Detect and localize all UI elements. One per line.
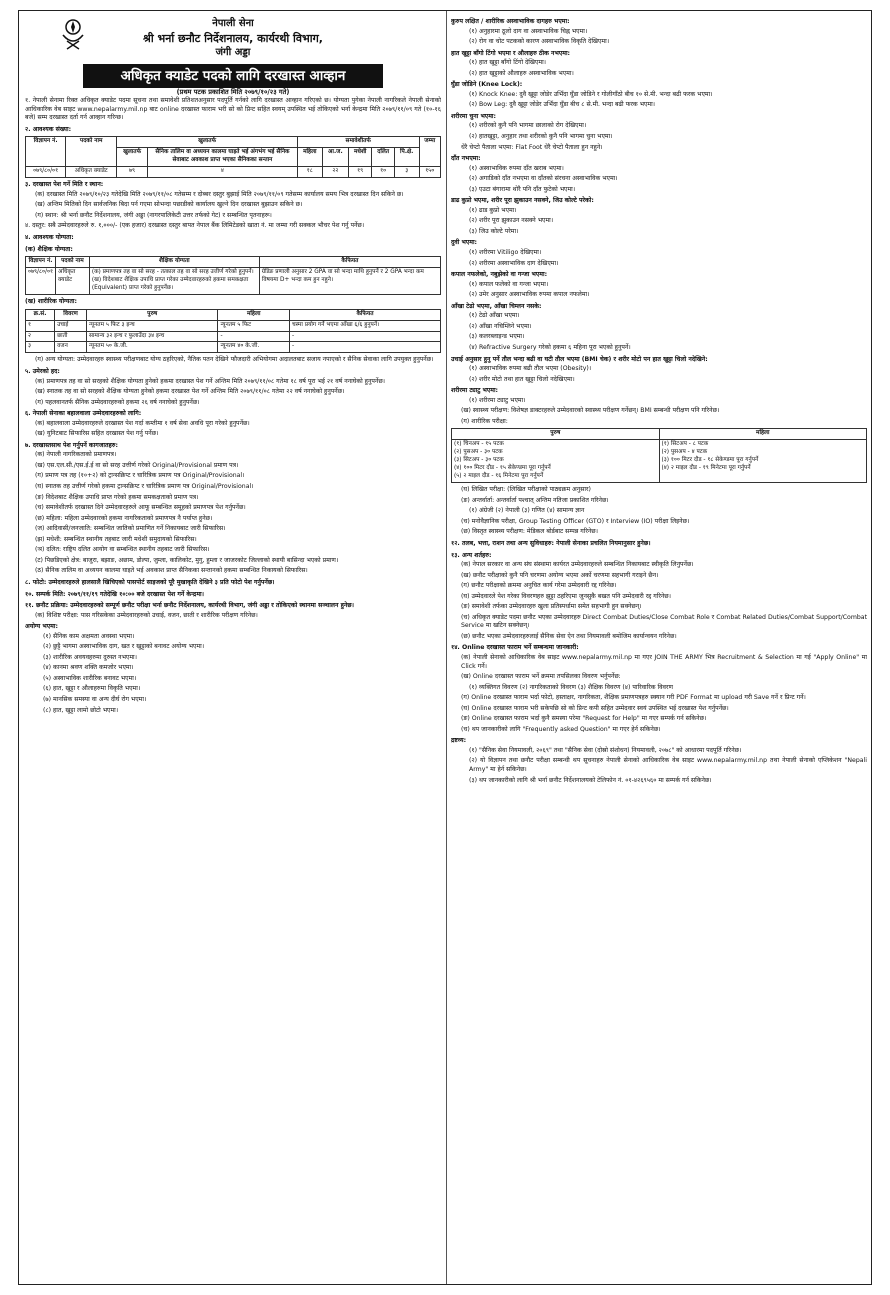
paragraph: (ज) आदिवासी/जनजाति: सम्बन्धित जातिको प्रमाणित गर्ने निकायबाट जारी सिफारिस। [35,525,226,533]
section-heading: हात खुट्टा बाँगो टिंगो भएमा र औलाहरु ठीक नभएमा: [451,49,571,57]
physical-col: पुरुष [87,309,218,320]
table-cell: १० [372,167,395,178]
section-heading: ८. फोटो: उम्मेदवारहरुले हालसालै खिचिएको पासपोर्ट साइजको पूरै मुखाकृति देखिने ३ प्रति फोटो पेश गर्नुपर्नेछ। [25,578,275,586]
right-column [451,15,867,1280]
table-cell: चस्मा प्रयोग गर्ने भएमा आँखा ६/६ हुनुपर्ने। [289,320,440,331]
education-col: पदको नाम [56,257,90,268]
table-cell: ३ [26,342,55,353]
paragraph: (४) Refractive Surgery गरेको हकमा ६ महिना पूरा भएको हुनुपर्ने। [469,343,631,351]
table-cell: अधिकृत क्याडेट [66,167,117,178]
paragraph: (१) कपाल फलेको वा गन्जा भएमा। [469,280,549,288]
paragraph: (१) हात खुट्टा बाँगो टिंगो देखिएमा। [469,59,547,67]
paragraph: (ग) प्रमाण पत्र तह (१०+२) को ट्रान्सक्रिप्ट र चारित्रिक प्रमाण पत्र Original/Provisional। [35,472,245,480]
vacancy-sub-dalit: दलित [372,148,395,167]
paragraph: (२) रोग वा चोट पटकको कारण अस्वाभाविक विकृति देखिएमा। [469,38,610,46]
paragraph: (१) "सैनिक सेवा नियमावली, २०६९" तथा "सैनिक सेवा (दोस्रो संशोधन) नियमावली, २०७८" को आधारमा पदपूर्ति गरिनेछ। [469,746,742,754]
section-heading: १०. सम्पर्क मिति: २०७९/११/१९ गतेदेखि १०:०० बजे दरखास्त पेश गर्ने केन्द्रमा। [25,590,204,598]
paragraph: (ङ) समावेशी तर्फका उम्मेदवारहरु खुला प्रतिस्पर्धामा समेत सहभागी हुन सक्नेछन्। [461,603,642,611]
paragraph: धेरै चेप्टो पैताला भएमा: Flat Foot धेरै चेप्टो पैताला हुन नहुने। [461,143,603,151]
paragraph: (ख) युनिटबाट सिफारिस सहित दरखास्त पेश गर्नु पर्नेछ। [35,430,159,438]
paragraph: (२) हात खुट्टाको औलाहरु अस्वाभाविक भएमा। [469,69,574,77]
table-cell: न्यूनतम ४० के.जी. [218,342,290,353]
fitness-table [451,428,867,483]
paragraph: (क) नेपाली सेनाको आधिकारिक वेब साइट www.nepalarmy.mil.np मा गएर JOIN THE ARMY भित्र Recruitment & Selection मा गई "Apply Online" मा Click गर्ने। [461,653,867,670]
paragraph: (३) जिउ कोल्टे परेमा। [469,227,519,235]
table-cell: - [289,331,440,342]
fitness-male-head: पुरुष [452,429,660,440]
table-row [26,167,441,178]
education-col: शैक्षिक योग्यता [89,257,259,268]
table-cell: १ [26,320,55,331]
section-heading: उचाई अनुसार हुनु पर्ने तौल भन्दा बढी वा घटी तौल भएमा (BMI चेक) र शरीर मोटो पन हात खुट्टा चिलो नदेखिने: [451,355,708,363]
table-cell: ४ [147,167,297,178]
place-name: जंगी अड्डा [215,46,251,58]
table-cell: ग्रेडिङ प्रणाली अनुसार 2 GPA वा सो भन्दा माथि हुनुपर्ने र 2 GPA भन्दा कम विषयमा D+ भन्दा कम हुन नहुने। [259,268,440,295]
paragraph: (ग) Online दरखास्त फाराम भर्दा फोटो, हस्ताक्षर, नागरिकता, शैक्षिक प्रमाणपत्रहरु स्क्यान गरी PDF Format मा upload गरी Save गर्ने र प्रिन्ट गर्ने। [461,694,806,702]
table-cell: १९ [348,167,371,178]
list-item: (४) १०० मिटर दौड - १५ सेकेण्डमा पूरा गर्नुपर्ने [454,465,551,472]
table-row [26,331,441,342]
paragraph: (४) कानमा श्रवण शक्ति कमजोर भएमा। [43,664,134,672]
table-cell: २२ [322,167,348,178]
paragraph: (१) सैनिक काम अक्षमता अवस्था भएमा। [43,632,135,640]
directorate-name: श्री भर्ना छनौट निर्देशनालय, कार्यरथी विभाग, [143,31,323,45]
paragraph: (ग) स्थान: श्री भर्ना छनौट निर्देशनालय, जंगी अड्डा (नागरपालिकेटी उत्तर तर्फको गेट) र सम्बन्धित पृतनाहरू। [35,211,272,219]
paragraph: (छ) विस्तृत स्वास्थ्य परीक्षण: मेडिकल बोर्डबाट सम्पन्न गरिनेछ। [461,528,598,536]
paragraph: (१) अनुहारमा ठूलो दाग वा अस्वाभाविक चिह्न भएमा। [469,27,588,35]
table-cell: ७९ [117,167,148,178]
left-column [25,15,441,1280]
left-body [25,356,441,715]
vacancy-sub-women: महिला [297,148,322,167]
physical-col: क्र.सं. [26,309,55,320]
vacancy-col-post: पदको नाम [66,137,117,167]
table-row [26,268,441,295]
section-heading: १३. अन्य शर्तहरु: [451,551,492,559]
table-cell: सामान्य ३२ इन्च र फुलाउँदा ३४ इन्च [87,331,218,342]
paragraph: (ख) Online दरखास्त फाराम भर्ने क्रममा तपसिलका विवरण भर्नुपर्नेछ: [461,673,621,681]
list-item: (१) सिटअप - ८ पटक [661,441,709,448]
paragraph: (२) छुट्टै भागमा अस्वाभाविक दाग, खत र खुट्टाको बनावट अयोग्य भएमा। [43,643,205,651]
paragraph: (ग) पहलवानतर्फ सैनिक उम्मेदवारहरुको हकमा २६ वर्ष ननाघेको हुनुपर्नेछ। [35,398,200,406]
paragraph: (ग) अन्य योग्यता: उम्मेदवारहरु स्वास्थ्य परीक्षणबाट योग्य ठहरिएको, नैतिक पतन देखिने फौजदारी अभियोगमा अदालतबाट सजाय नपाएको र सैनिक सेवाका लागि उपयुक्त हुनुपर्नेछ। [35,356,434,364]
table-cell: - [218,331,290,342]
paragraph: (१) अस्वाभाविक रुपमा दाँत खराब भएमा। [469,164,564,172]
fitness-female-head: महिला [659,429,867,440]
table-cell: उचाई [55,320,87,331]
paragraph: (१) शरीरमा ट्याटु भएमा। [469,396,526,404]
section-heading: ५. उमेरको हद: [25,368,60,376]
paragraph: ४. दस्तुर: सबै उम्मेदवारहरुले रु. १,०००/- (एक हजार) दरखास्त दस्तुर बापत नेपाल बैंक लिमिटेडको खाता नं. मा जम्मा गरी सक्कल भौचर पेश गर्नु पर्नेछ। [25,222,365,230]
fitness-male-list [452,440,660,483]
fitness-female-list [659,440,867,483]
paragraph: (च) समावेशीतर्फ दरखास्त दिने उम्मेदवारहरुले आफू सम्बन्धित समूहको प्रमाणपत्र पेश गर्नुपर्नेछ। [35,504,246,512]
paragraph: (ञ) दलित: राष्ट्रिय दलित आयोग वा सम्बन्धित स्थानीय तहबाट जारी सिफारिस। [35,546,210,554]
paragraph: (घ) उम्मेदवारले पेश गरेका विवरणहरु झुट्टा ठहरिएमा जुनसुकै बखत पनि उम्मेदवारी रद्द गरिनेछ। [461,592,671,600]
paragraph: (ग) छनौट परीक्षाको क्रममा अनुचित कार्य गरेमा उम्मेदवारी रद्द गरिनेछ। [461,582,617,590]
vacancy-col-adno: विज्ञापन नं. [26,137,66,167]
paragraph: (६) हात, खुट्टा र औलाहरुमा विकृति भएमा। [43,685,141,693]
section-heading: दुवी भएमा: [451,239,478,247]
vacancy-col-inclusive: समावेशीतर्फ [297,137,419,148]
table-cell: (क) प्रमाणपत्र तह वा सो सरह - तत्काल तह वा सो सरह उत्तीर्ण गरेको हुनुपर्ने। (ख) विदेशबाट शैक्षिक उपाधि प्राप्त गरेका उम्मेदवारहरुको हकमा समकक्षता (Equivalent) प्राप्त गरेको हुनुपर्नेछ। [89,268,259,295]
section-heading: अयोग्य भएमा: [25,623,58,631]
paragraph: (छ) छनौट भएका उम्मेदवारहरुलाई सैनिक सेवा ऐन तथा नियमावली बमोजिम कार्यान्वयन गरिनेछ। [461,632,677,640]
paragraph: (३) एउटा बंगारामा थोरै पनि दाँत फुटेको भएमा। [469,185,576,193]
paragraph: (१) टेढो आँखा भएमा। [469,312,520,320]
paragraph: (ट) पिछडिएको क्षेत्र: बाजुरा, बझाङ, अछाम, डोल्पा, जुम्ला, कालिकोट, मुगु, हुम्ला र जाजरकोट जिल्लाको स्थायी बासिन्दा भएको प्रमाण। [35,556,339,564]
paragraph: (१) अंग्रेजी (२) नेपाली (३) गणित (४) सामान्य ज्ञान [469,507,585,515]
paragraph: (ख) एस.एल.सी./एस.ई.ई वा सो सरह उत्तीर्ण गरेको Original/Provisional प्रमाण पत्र। [35,461,239,469]
section-heading: शरीरमा ट्याटु भएमा: [451,387,499,395]
list-item: (४) २ माइल दौड - १९ मिनेटमा पूरा गर्नुपर्ने [661,465,751,472]
vacancy-sub-injured: सैनिक तालिम वा अध्ययन कालमा घाइते भई अंगभंग भई सैनिक सेवाबाट अवकाश प्राप्त भएका सैनिकका सन्तान [147,148,297,167]
vacancy-col-open: खुलातर्फ [117,137,298,148]
section-heading: घुँडा जोडिने (Knee Lock): [451,81,523,89]
physical-table [25,309,441,354]
table-cell: न्यूनतम ५ फिट [218,320,290,331]
list-item: (३) सिटअप - ३० पटक [454,457,504,464]
table-cell: छाती [55,331,87,342]
section3-heading: ३. दरखास्त पेश गर्ने मिति र स्थान: [25,181,104,189]
paragraph: (क) बहालवाला उम्मेदवारहरुले दरखास्त पेश गर्दा कम्तीमा १ वर्ष सेवा अवधि पूरा गरेको हुनुपर्नेछ। [35,419,250,427]
table-row [26,320,441,331]
section-heading: ६. नेपाली सेनाका बहालवाला उम्मेदवारहरुको लागि: [25,410,142,418]
paragraph: (ङ) Online दरखास्त फाराम भर्दा कुनै समस्या परेमा "Request for Help" मा गएर सम्पर्क गर्न सकिनेछ। [461,715,707,723]
notice-header [25,15,441,85]
paragraph: (१) अस्वाभाविक रुपमा बढी तौल भएमा (Obesity)। [469,365,592,373]
paragraph: (७) मानसिक समस्या वा अन्य दीर्घ रोग भएमा। [43,695,147,703]
section-heading: १४. Online दरखास्त फाराम भर्ने सम्बन्धमा जानकारी: [451,644,579,652]
paragraph: (८) हात, खुट्टा लामो छोटो भएमा। [43,706,119,714]
section-heading: कुरुप लक्षित / शारीरिक अस्वाभाविक दागहरु भएमा: [451,18,570,25]
table-cell: ०७९/८०/०१ [26,167,66,178]
paragraph: (ख) स्नातक तह वा सो सरहको शैक्षिक योग्यता हुनेको हकमा दरखास्त पेश गर्ने अन्तिम मिति २०७९/११/०८ गतेमा २२ वर्ष ननाघेको हुनुपर्नेछ। [35,388,345,396]
section-heading: दाँत नभएमा: [451,155,481,163]
paragraph: (२) यो विज्ञापन तथा छनौट परीक्षा सम्बन्धी थप सूचनाहरु नेपाली सेनाको आधिकारिक वेब साइट www.nepalarmy.mil.np तथा नेपाली सेनाको एप्लिकेशन "Nepali Army" मा हेर्न सकिनेछ। [469,757,867,773]
table-cell: अधिकृत क्याडेट [56,268,90,295]
paragraph: (च) अधिकृत क्याडेट पदमा छनौट भएका उम्मेदवारहरु Direct Combat Duties/Close Combat Role र Combat Related Duties/Combat Support/Combat Service मा खटिन सक्नेछन्। [461,613,867,630]
paragraph: (घ) स्नातक तह उत्तीर्ण गरेको हकमा ट्रान्सक्रिप्ट र चारित्रिक प्रमाण पत्र Original/Provisional। [35,483,254,491]
list-item: (३) १०० मिटर दौड - १८ सेकेण्डमा पूरा गर्नुपर्ने [661,457,759,464]
list-item: (५) २ माइल दौड - १६ मिनेटमा पूरा गर्नुपर्ने [454,473,544,480]
physical-col: विवरण [55,309,87,320]
paragraph: (घ) Online दरखास्त फाराम भरी सकेपछि सो को प्रिन्ट कपी सहित उम्मेदवार स्वयं उपस्थित भई दरखास्त पेश गर्नुपर्नेछ। [461,704,729,712]
vacancy-sub-madheshi: मधेशी [348,148,371,167]
table-cell: न्यूनतम ५ फिट ३ इन्च [87,320,218,331]
paragraph: (ख) अन्तिम मितिको दिन सार्वजनिक बिदा पर्न गएमा सोभन्दा पछाडीको कार्यालय खुल्ने दिन दरखास्त बुझाउन सकिने छ। [35,201,303,209]
paragraph: (१) ढाड कुप्रो भएमा। [469,206,517,214]
vacancy-col-total: जम्मा [419,137,441,167]
right-body-2 [451,486,867,785]
paragraph: (२) अगाडिको दाँत नभएमा वा दाँतको संरचना अस्वाभाविक भएमा। [469,175,618,183]
paragraph: (ङ) विदेशबाट शैक्षिक उपाधि प्राप्त गरेको हकमा समकक्षताको प्रमाण पत्र। [35,493,199,501]
paragraph: (क) नेपाली नागरिकताको प्रमाणपत्र। [35,451,117,459]
table-cell: न्यूनतम ५० के.जी. [87,342,218,353]
paragraph: (२) शरीर मोटो तथा हात खुट्टा चिलो नदेखिएमा। [469,375,575,383]
paragraph: (३) शारीरिक अवयवहरुमा दुरुस्त नभएमा। [43,653,137,661]
army-emblem-icon [59,17,87,51]
vacancy-table [25,136,441,178]
list-item: (१) चिनअप - १५ पटक [454,441,504,448]
paragraph: (क) नेपाल सरकार वा अन्य संघ संस्थामा कार्यरत उम्मेदवारहरुले सम्बन्धित निकायबाट स्वीकृति लिनुपर्नेछ। [461,561,694,569]
table-cell: ३ [394,167,419,178]
paragraph: (क) प्रमाणपत्र तह वा सो सरहको शैक्षिक योग्यता हुनेको हकमा दरखास्त पेश गर्ने अन्तिम मिति २०७९/११/०८ गतेमा १८ वर्ष पूरा भई २१ वर्ष ननाघेको हुनुपर्नेछ। [35,377,386,385]
paragraph: (५) अस्वाभाविक शारीरिक बनावट भएमा। [43,674,137,682]
paragraph: (१) शरीरको कुनै पनि भागमा छालाको रोग देखिएमा। [469,122,587,130]
paragraph: (२) हातखुट्टा, अनुहार तथा शरीरको कुनै पनि भागमा चुना भएमा। [469,133,613,141]
notice-page [18,10,872,1285]
section4-heading: ४. आवश्यक योग्यता: [25,233,74,241]
paragraph: (च) थप जानकारीको लागि "Frequently asked Question" मा गएर हेर्न सकिनेछ। [461,725,661,733]
paragraph: (छ) महिला: महिला उम्मेदवारको हकमा नागरिकताको प्रमाणपत्र नै पर्याप्त हुनेछ। [35,514,213,522]
table-cell: २ [26,331,55,342]
physical-heading: (ख) शारीरिक योग्यता: [25,297,77,305]
paragraph: (ग) शारीरिक परीक्षा: [461,417,508,425]
list-item: (२) पुसअप - ४ पटक [661,449,708,456]
table-cell: १८ [297,167,322,178]
column-divider [446,11,447,1284]
paragraph: (क) विशिष्ट परीक्षा: पास गरिसकेका उम्मेदवारहरुको उचाई, वजन, छाती र शारीरिक परीक्षण गरिनेछ। [35,611,258,619]
section-heading: ११. छनौट प्रक्रिया: उम्मेदवारहरुको सम्पूर्ण छनौट परीक्षा भर्ना छनौट निर्देशनालय, कार्यरथी विभाग, जंगी अड्डा र तोकिएको स्थानमा सञ्चालन हुनेछ। [25,602,354,610]
table-cell: ०७९/८०/०१ [26,268,56,295]
paragraph: (ठ) सैनिक तालिम वा अध्ययन कालमा घाइते भई अवकाश प्राप्त सैनिकका सन्तानको हकमा सम्बन्धित निकायको सिफारिस। [35,567,308,575]
paragraph: (झ) मधेशी: सम्बन्धित स्थानीय तहबाट जारी मधेशी समुदायको सिफारिस। [35,535,197,543]
paragraph: (२) शरीरमा अस्वाभाविक दाग देखिएमा। [469,259,559,267]
paragraph: (क) दरखास्त मिति २०७९/१०/२३ गतेदेखि मिति २०७९/११/०८ गतेसम्म र दोब्बर दस्तुर बुझाई मिति २०७९/११/०९ गतेसम्म कार्यालय समय भित्र दरखास्त दिन सकिने छ। [35,190,404,198]
section3-body [25,191,441,231]
paragraph: (ङ) अन्तर्वार्ता: अन्तर्वार्ता पश्चात् अन्तिम नतिजा प्रकाशित गरिनेछ। [461,496,609,504]
section-heading: डाढ कुप्रो भएमा, शरीर पूरा झुकाउन नसक्ने, जिउ कोल्टे परेको: [451,197,594,205]
section-heading: शरीरमा चुना भएमा: [451,112,496,120]
physical-col: महिला [218,309,290,320]
paragraph: (२) Bow Leg: दुवै खुट्टा जोडेर उभिँदा घुँडा बीच ८ से.मी. भन्दा बढी फरक भएमा। [469,101,656,109]
education-heading: (क) शैक्षिक योग्यता: [25,245,73,253]
paragraph: (च) मनोवैज्ञानिक परीक्षा, Group Testing Officer (GTO) र Interview (IO) परीक्षा लिइनेछ। [461,517,690,525]
section-heading: कपाल नफलेको, नबुझेको वा गन्जा भएमा: [451,271,548,279]
section-heading: द्रष्टव्य: [451,737,467,745]
vacancy-sub-open: खुलातर्फ [117,148,148,167]
notice-title-banner: अधिकृत क्याडेट पदको लागि दरखास्त आव्हान [83,64,383,89]
org-name: नेपाली सेना [212,18,254,29]
section-heading: आँखा टेढो भएमा, आँखा चिम्लन नसके: [451,302,542,310]
vacancy-sub-janajati: आ.ज. [322,148,348,167]
vacancy-sub-remote: पि.क्षे. [394,148,419,167]
paragraph: (ख) स्वास्थ्य परीक्षण: विशेषज्ञ डाक्टरहरुले उम्मेदवारको स्वास्थ्य परीक्षण गर्नेछन्। BMI सम्बन्धी परीक्षण पनि गरिनेछ। [461,407,720,415]
paragraph: (३) थप जानकारीको लागि श्री भर्ना छनौट निर्देशनालयको टेलिफोन नं. ०१-४२६९५६० मा सम्पर्क गर्न सकिनेछ। [469,776,712,784]
table-cell: १५० [419,167,441,178]
education-table [25,256,441,295]
section-heading: १२. तलब, भत्ता, राशन तथा अन्य सुविधाहरु: नेपाली सेनाका प्रचलित नियमानुसार हुनेछ। [451,539,651,547]
intro-paragraph: १. नेपाली सेनामा रिक्त अधिकृत क्याडेट पदमा सूचना तथा समावेशी प्रतिशतअनुसार पदपूर्ति गर्नको लागि दरखास्त आव्हान गरिएको छ। योग्यता पुगेका नेपाली नागरिकले नेपाली सेनाको आधिकारिक वेब साइट www.nepalarmy.mil.np बाट online दरखास्त फाराम भरी सो को प्रिन्ट सहित स्वयम् उपस्थित भई तोकिएको भर्ना केन्द्रमा मिति २०७९/११/०९ गते (१०-१६ बजे) सम्म दरखास्त दर्ता गर्न आव्हान गरिन्छ। [25,97,441,122]
section-heading: ७. दरखास्तसाथ पेश गर्नुपर्ने कागजातहरु: [25,441,118,449]
right-body [451,18,867,426]
list-item: (२) पुसअप - ३० पटक [454,449,503,456]
table-row [26,342,441,353]
paragraph: (१) Knock Knee: दुवै खुट्टा जोडेर उभिँदा घुँडा जोडिने र गोलीगाँठो बीच १० से.मी. भन्दा बढी फरक भएमा। [469,90,713,98]
paragraph: (१) शरीरमा Vitiligo देखिएमा। [469,249,542,257]
education-col: कैफियत [259,257,440,268]
paragraph: (१) व्यक्तिगत विवरण (२) नागरिकताको विवरण (३) शैक्षिक विवरण (४) पारिवारिक विवरण [469,683,673,691]
paragraph: (ख) छनौट परीक्षाको कुनै पनि चरणमा अयोग्य भएमा अर्को चरणमा सहभागी गराइने छैन। [461,571,659,579]
table-cell: - [289,342,440,353]
paragraph: (३) कलरब्लाइन्ड भएमा। [469,333,525,341]
paragraph: (२) उमेर अनुसार अस्वाभाविक रुपमा कपाल नफलेमा। [469,291,590,299]
paragraph: (२) शरीर पूरा झुकाउन नसक्ने भएमा। [469,217,554,225]
education-col: विज्ञापन नं. [26,257,56,268]
published-date: (प्रथम पटक प्रकाशित मिति २०७९/१०/२३ गते) [176,88,290,96]
table-cell: वजन [55,342,87,353]
physical-col: कैफियत [289,309,440,320]
paragraph: (घ) लिखित परीक्षा: (लिखित परीक्षाको पाठ्यक्रम अनुसार) [461,486,591,494]
paragraph: (२) आँखा नचिम्लिने भएमा। [469,322,532,330]
section2-heading: २. आवश्यक संख्या: [25,125,72,133]
